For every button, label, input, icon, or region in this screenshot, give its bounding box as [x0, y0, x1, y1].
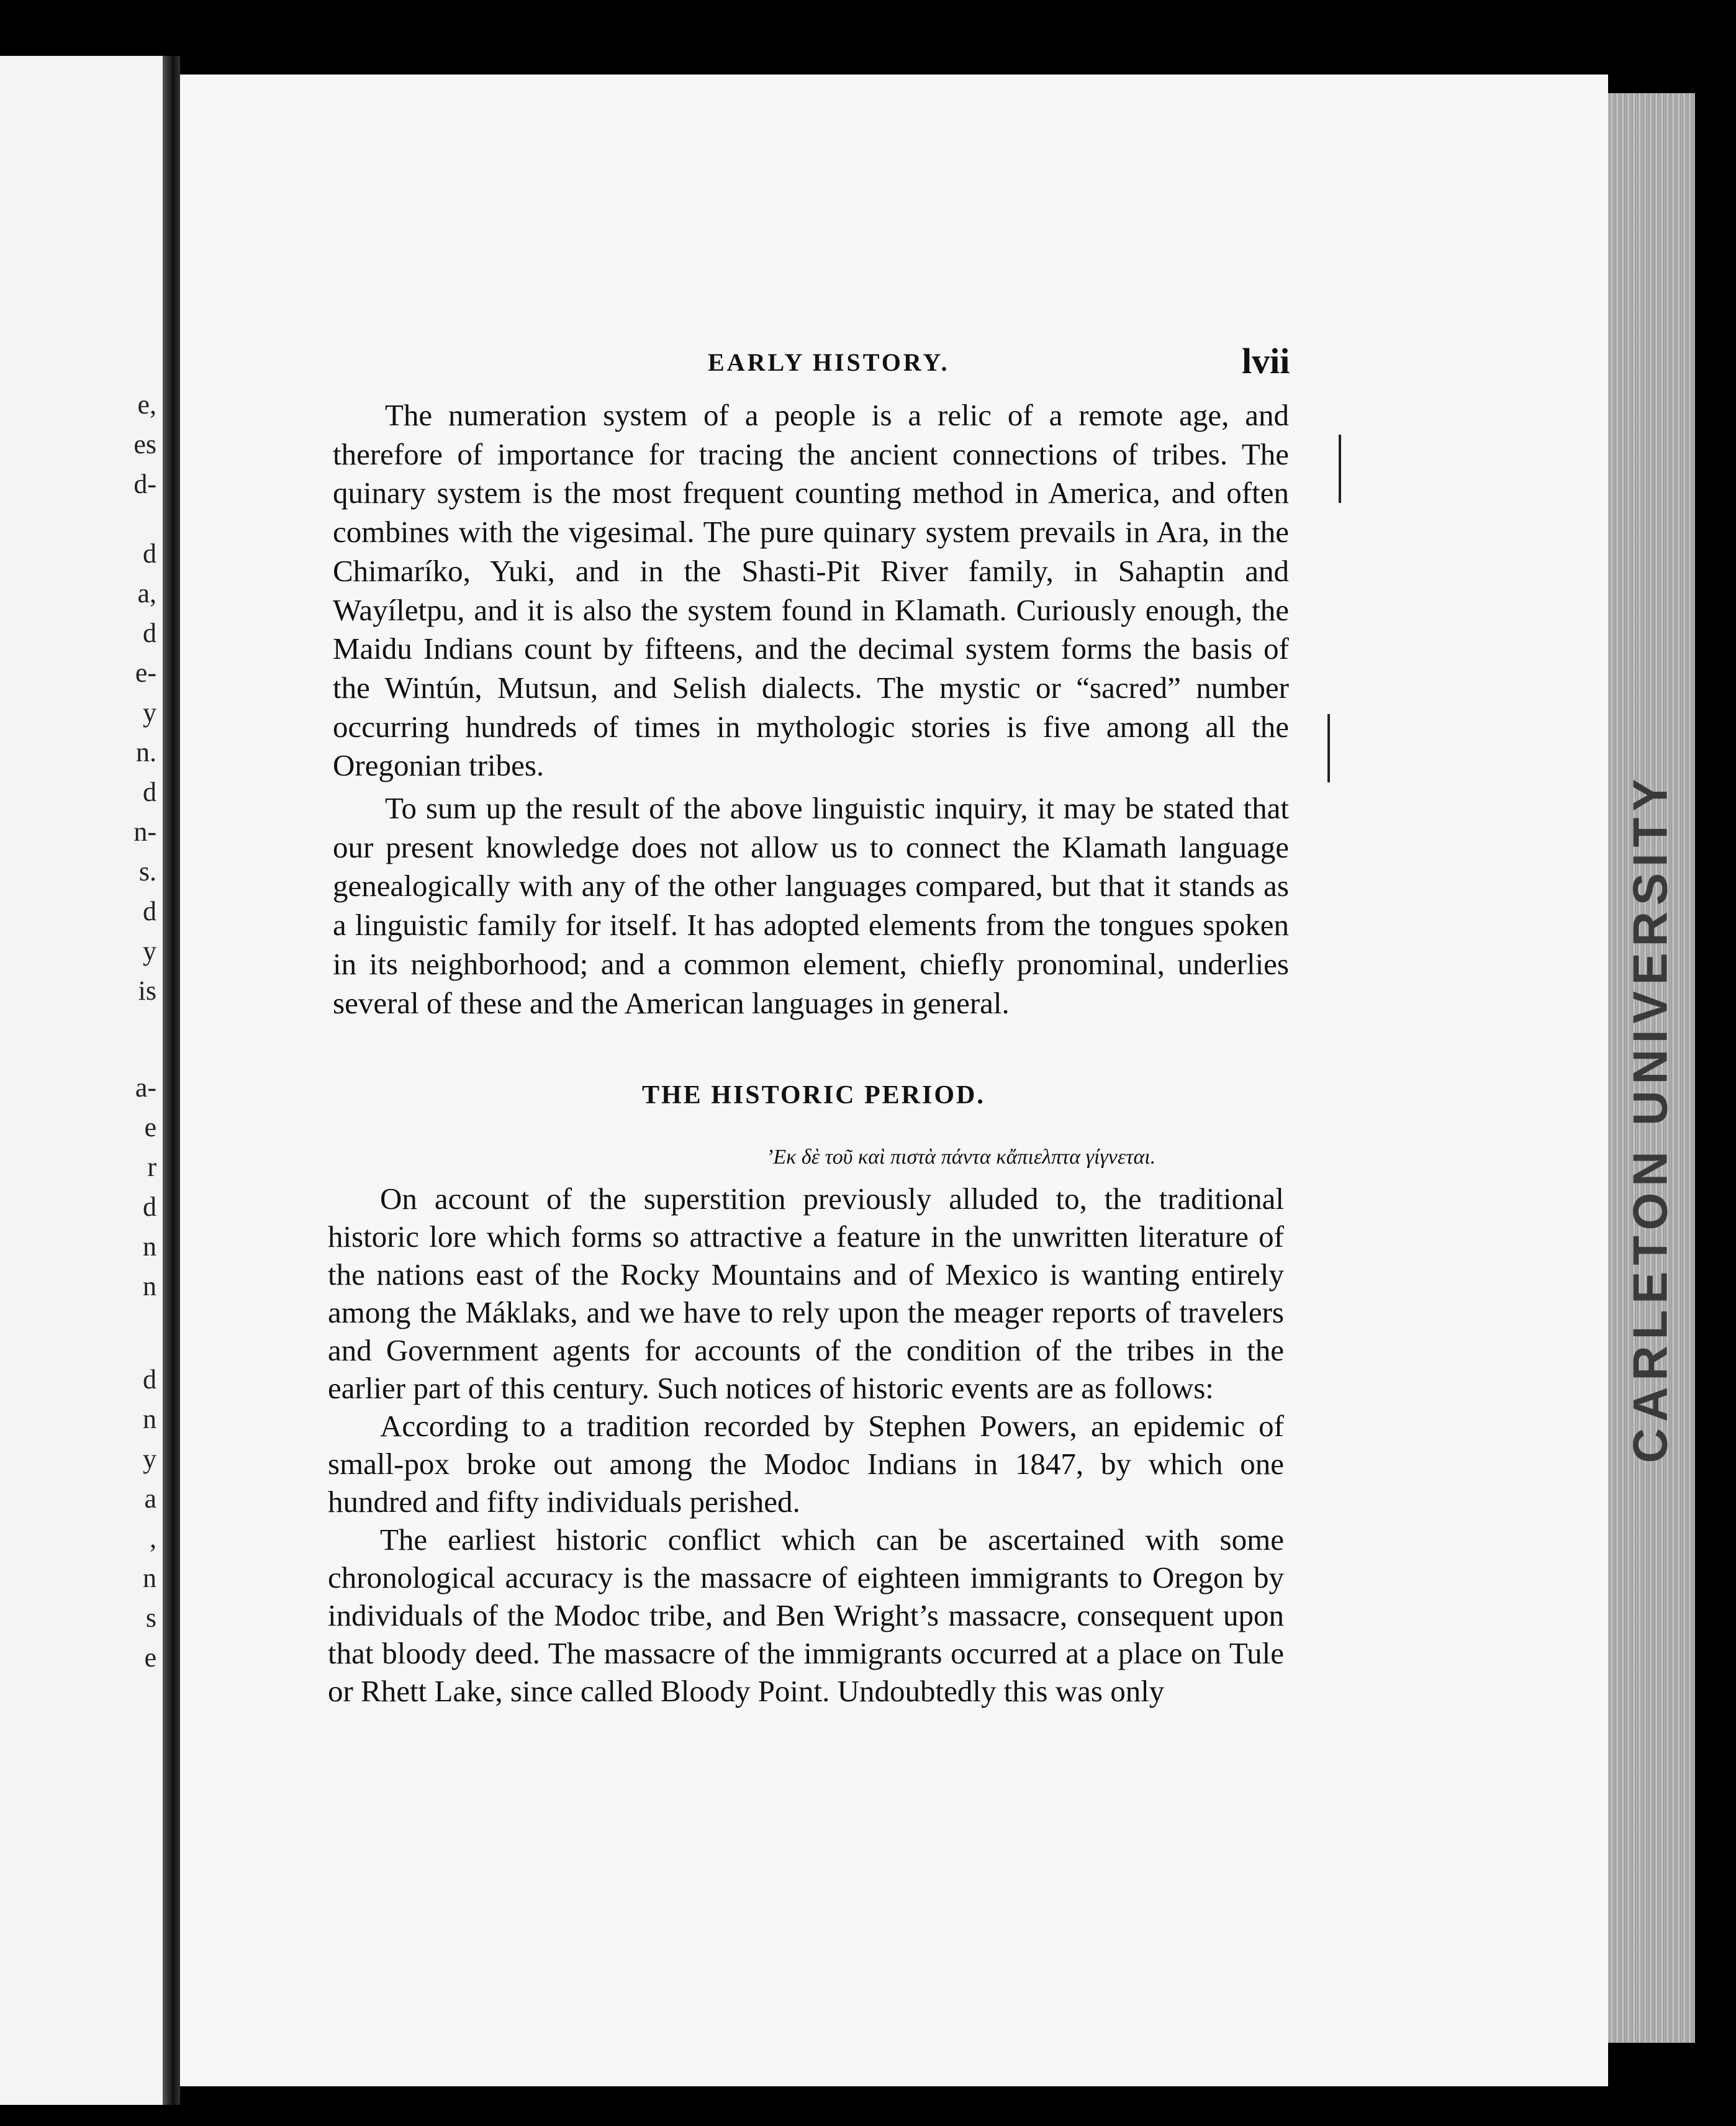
left-fragment: d — [143, 896, 156, 926]
early-history-text — [333, 396, 1289, 1023]
left-fragment: es — [133, 429, 156, 459]
left-fragment: n. — [136, 737, 156, 767]
left-fragment: a- — [135, 1072, 156, 1103]
left-fragment: d- — [133, 469, 156, 499]
left-fragment: y — [143, 697, 156, 728]
scan-border — [1695, 0, 1736, 2126]
left-fragment: s — [145, 1603, 156, 1633]
left-fragment: , — [150, 1523, 156, 1554]
left-fragment: e- — [135, 658, 156, 688]
left-fragment: d — [143, 538, 156, 569]
library-stamp-text: CARLETON UNIVERSITY — [1622, 772, 1678, 1463]
left-fragment: n — [143, 1404, 156, 1434]
left-fragment: e — [144, 1642, 156, 1673]
left-fragment: d — [143, 777, 156, 807]
left-fragment: a, — [137, 578, 156, 608]
left-fragment: y — [143, 936, 156, 966]
left-fragment: d — [143, 1192, 156, 1222]
page-fore-edge — [1608, 93, 1695, 2043]
greek-epigraph: ’Εκ δὲ τοῦ καὶ πιστὰ πάντα κἄπιελπτα γίγνεται. — [766, 1146, 1156, 1169]
paragraph-smallpox: According to a tradition recorded by Stephen Powers, an epidemic of small-pox broke out among the Modoc Indians in 1847, by which one hundred and fifty individuals perished. — [328, 1409, 1284, 1519]
left-fragment: y — [143, 1444, 156, 1474]
paragraph-numeration: The numeration system of a people is a relic of a remote age, and therefore of importance for tracing the ancient connections of tribes. The quinary system is the most frequent counting method in America, and often combines with the vigesimal. The pure quinary system prevails in Ara, in the Chimaríko, Yuki, and in the Shasti-Pit River family, in Sahaptin and Wayíletpu, and it is also the system found in Klamath. Curiously enough, the Maidu Indians count by fifteens, and the decimal system forms the basis of the Wintún, Mutsun, and Selish dialects. The mystic or “sacred” number occurring hundreds of times in mythologic stories is five among all the Oregonian tribes. — [333, 398, 1289, 783]
paragraph-superstition: On account of the superstition previously alluded to, the traditional historic lore which forms so attractive a feature in the unwritten literature of the nations east of the Rocky Mountains and of Mexico is wanting entirely among the Máklaks, and we have to rely upon the meager reports of travelers and Government agents for accounts of the condition of the tribes in the earlier part of this century. Such notices of historic events are as follows: — [328, 1182, 1284, 1405]
margin-mark — [1339, 435, 1341, 503]
left-page-fragment — [0, 56, 163, 2105]
left-fragment: e — [144, 1112, 156, 1142]
left-fragment: d — [143, 618, 156, 648]
left-fragment: n — [143, 1271, 156, 1301]
left-fragment: e, — [137, 389, 156, 420]
paragraph-summary: To sum up the result of the above linguistic inquiry, it may be stated that our present knowledge does not allow us to connect the Klamath language genealogically with any of the other languages compared, but that it stands as a linguistic family for itself. It has adopted elements from the tongues spoken in its neighborhood; and a common element, chiefly pronominal, underlies several of these and the American languages in general. — [333, 791, 1289, 1020]
left-fragment: r — [147, 1152, 156, 1182]
margin-mark — [1327, 714, 1330, 782]
left-fragment: n- — [133, 816, 156, 847]
historic-period-text — [328, 1180, 1284, 1710]
left-fragment: n — [143, 1231, 156, 1262]
left-fragment: n — [143, 1563, 156, 1593]
library-stamp — [1619, 772, 1681, 1463]
section-heading: THE HISTORIC PERIOD. — [642, 1081, 985, 1110]
left-fragment: a — [144, 1483, 156, 1514]
page-number: lvii — [1242, 341, 1290, 381]
book-gutter — [163, 56, 180, 2105]
running-head: EARLY HISTORY. — [708, 348, 950, 376]
left-fragment: s. — [138, 856, 156, 887]
left-fragment: is — [138, 975, 156, 1006]
left-fragment: d — [143, 1364, 156, 1395]
paragraph-massacre: The earliest historic conflict which can be ascertained with some chronological accuracy is the massacre of eighteen immigrants to Oregon by individuals of the Modoc tribe, and Ben Wright’s massacre, consequent upon that bloody deed. The massacre of the immigrants occurred at a place on Tule or Rhett Lake, since called Bloody Point. Undoubtedly this was only — [328, 1522, 1284, 1708]
